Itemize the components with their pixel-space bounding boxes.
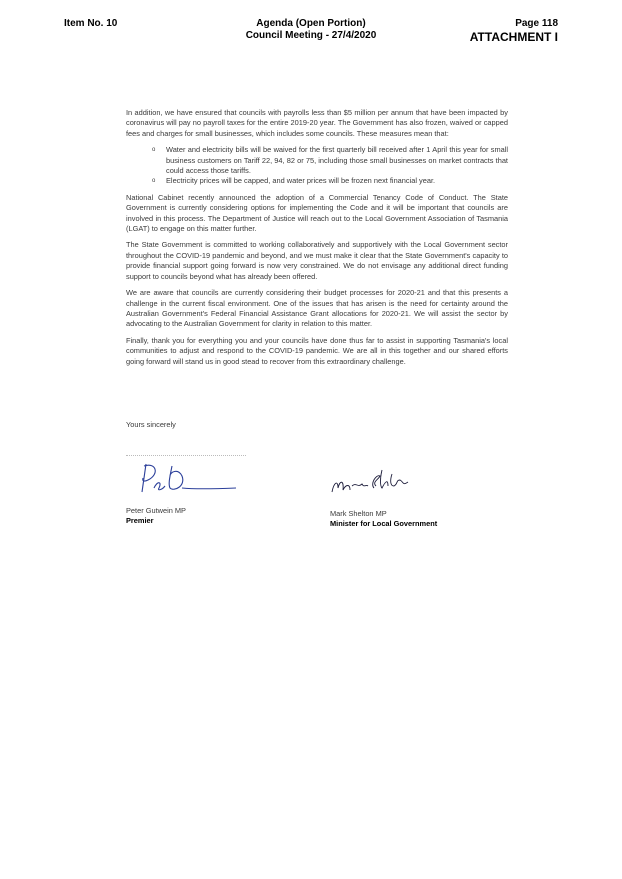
signatory-name: Mark Shelton MP: [330, 509, 387, 518]
paragraph-budget: We are aware that councils are currently considering their budget processes for 2020-21 and that this presents a challenge in the current fiscal environment. One of the issues that has arisen is the need for certainty around the Australian Government's Federal Financial Assistance Grant allocations for 2020-21. We will assist the sector by advocating to the Australian Government for clarity in relation to this matter.: [126, 288, 508, 329]
meeting-date: Council Meeting - 27/4/2020: [245, 30, 377, 41]
paragraph-thanks: Finally, thank you for everything you and your councils have done thus far to assist in supporting Tasmania's local communities to adjust and respond to the COVID-19 pandemic. We are all in this together and our shared efforts going forward will stand us in good stead to recover from this extraordinary challenge.: [126, 335, 508, 366]
measures-list: [126, 145, 508, 187]
page-number: Page 118: [515, 18, 558, 29]
signatory-title: Minister for Local Government: [330, 519, 438, 529]
signatory-title: Premier: [126, 516, 154, 526]
list-item: o Electricity prices will be capped, and water prices will be frozen next financial year.: [166, 176, 508, 186]
signatory-name: Peter Gutwein MP: [126, 506, 186, 515]
letter-body: [126, 108, 508, 373]
signature-rule: [126, 455, 246, 456]
signature-gutwein: [132, 458, 242, 498]
paragraph-payroll: In addition, we have ensured that councils with payrolls less than $5 million per annum that have been impacted by coronavirus will pay no payroll taxes for the entire 2019-20 year. The Government has also frozen, waived or capped fees and charges for small businesses, which includes some councils. These measures mean that:: [126, 108, 508, 138]
paragraph-tenancy-code: National Cabinet recently announced the adoption of a Commercial Tenancy Code of Conduct. The State Government is currently considering options for implementing the Code and it will be important that councils are involved in this process. The Department of Justice will reach out to the Local Government Association of Tasmania (LGAT) to engage on this matter further.: [126, 192, 508, 234]
closing-salutation: Yours sincerely: [126, 420, 176, 429]
list-item: o Water and electricity bills will be waived for the first quarterly bill received after 1 April this year for small business customers on Tariff 22, 94, 82 or 75, including those small businesses on market contracts that could access those tariffs.: [166, 145, 508, 176]
signatory-premier: [126, 506, 186, 527]
signature-shelton: [328, 466, 418, 498]
signatory-minister: [330, 509, 437, 530]
paragraph-collaboration: The State Government is committed to working collaboratively and supportively with the Local Government sector throughout the COVID-19 pandemic and beyond, and we must make it clear that the State Government's capacity to provide financial support going forward is now very constrained. We do not envisage any additional direct funding support to councils beyond what has already been offered.: [126, 240, 508, 281]
header-page: [470, 18, 558, 44]
attachment-label: ATTACHMENT I: [469, 30, 558, 44]
header-item-no: Item No. 10: [64, 18, 118, 29]
agenda-title: Agenda (Open Portion): [256, 18, 366, 29]
